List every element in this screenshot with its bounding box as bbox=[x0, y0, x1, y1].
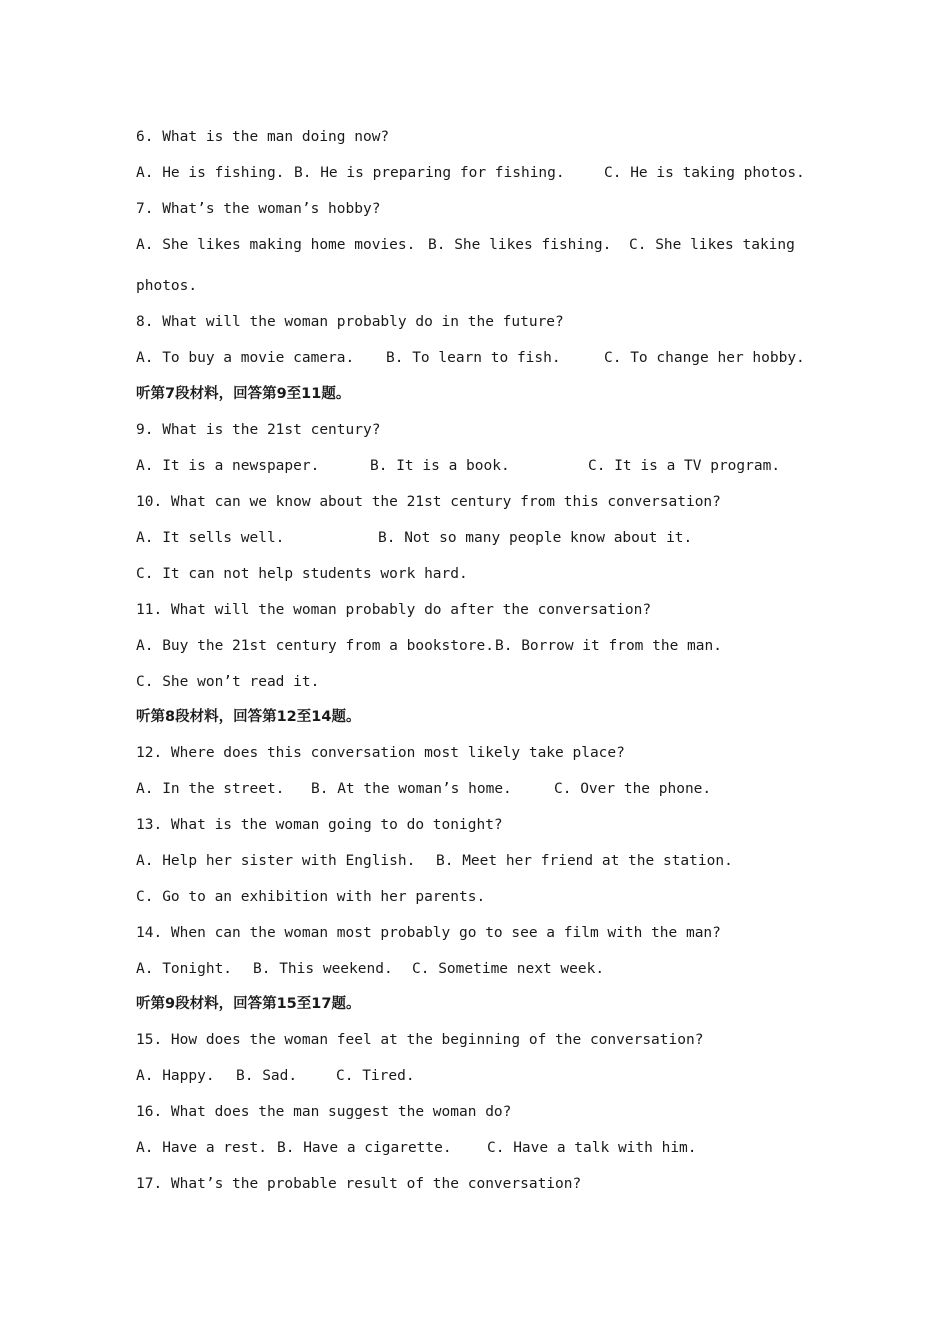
question-10: 10. What can we know about the 21st century from this conversation? bbox=[136, 494, 721, 510]
options-9 bbox=[136, 457, 816, 475]
option-10b: B. Not so many people know about it. bbox=[378, 530, 693, 546]
options-15 bbox=[136, 1067, 816, 1085]
option-7b: B. She likes fishing. bbox=[428, 237, 612, 253]
option-6b: B. He is preparing for fishing. bbox=[294, 165, 565, 181]
section-heading-9: 听第9段材料，回答第15至17题。 bbox=[136, 996, 361, 1012]
option-6a: A. He is fishing. bbox=[136, 165, 285, 181]
option-7c: C. She likes taking bbox=[629, 237, 795, 253]
options-7 bbox=[136, 236, 816, 254]
option-8a: A. To buy a movie camera. bbox=[136, 350, 355, 366]
option-10a: A. It sells well. bbox=[136, 530, 285, 546]
option-8b: B. To learn to fish. bbox=[386, 350, 561, 366]
question-8: 8. What will the woman probably do in the future? bbox=[136, 314, 564, 330]
options-14 bbox=[136, 960, 816, 978]
option-13c: C. Go to an exhibition with her parents. bbox=[136, 889, 486, 905]
option-14a: A. Tonight. bbox=[136, 961, 233, 977]
section-heading-8: 听第8段材料，回答第12至14题。 bbox=[136, 709, 361, 725]
question-7: 7. What’s the woman’s hobby? bbox=[136, 201, 381, 217]
option-11c: C. She won’t read it. bbox=[136, 674, 320, 690]
option-13a: A. Help her sister with English. bbox=[136, 853, 416, 869]
options-10 bbox=[136, 529, 816, 547]
question-13: 13. What is the woman going to do tonight? bbox=[136, 817, 503, 833]
option-14b: B. This weekend. bbox=[253, 961, 393, 977]
option-10c: C. It can not help students work hard. bbox=[136, 566, 468, 582]
question-16: 16. What does the man suggest the woman do? bbox=[136, 1104, 512, 1120]
options-16 bbox=[136, 1139, 816, 1157]
question-11: 11. What will the woman probably do after the conversation? bbox=[136, 602, 652, 618]
question-9: 9. What is the 21st century? bbox=[136, 422, 381, 438]
question-17: 17. What’s the probable result of the conversation? bbox=[136, 1176, 582, 1192]
option-13b: B. Meet her friend at the station. bbox=[436, 853, 733, 869]
option-11a: A. Buy the 21st century from a bookstore. bbox=[136, 638, 494, 654]
option-8c: C. To change her hobby. bbox=[604, 350, 805, 366]
option-6c: C. He is taking photos. bbox=[604, 165, 805, 181]
options-11 bbox=[136, 637, 816, 655]
option-9a: A. It is a newspaper. bbox=[136, 458, 320, 474]
option-7a: A. She likes making home movies. bbox=[136, 237, 416, 253]
option-11b: B. Borrow it from the man. bbox=[495, 638, 722, 654]
options-12 bbox=[136, 780, 816, 798]
option-16c: C. Have a talk with him. bbox=[487, 1140, 697, 1156]
option-9c: C. It is a TV program. bbox=[588, 458, 781, 474]
option-12b: B. At the woman’s home. bbox=[311, 781, 512, 797]
option-7c-continued: photos. bbox=[136, 278, 198, 294]
options-13 bbox=[136, 852, 816, 870]
option-9b: B. It is a book. bbox=[370, 458, 510, 474]
question-6: 6. What is the man doing now? bbox=[136, 129, 390, 145]
section-heading-7: 听第7段材料，回答第9至11题。 bbox=[136, 386, 351, 402]
options-6 bbox=[136, 164, 816, 182]
question-14: 14. When can the woman most probably go to see a film with the man? bbox=[136, 925, 721, 941]
option-14c: C. Sometime next week. bbox=[412, 961, 605, 977]
option-12c: C. Over the phone. bbox=[554, 781, 712, 797]
options-8 bbox=[136, 349, 816, 367]
option-12a: A. In the street. bbox=[136, 781, 285, 797]
option-15a: A. Happy. bbox=[136, 1068, 215, 1084]
option-16b: B. Have a cigarette. bbox=[277, 1140, 452, 1156]
option-16a: A. Have a rest. bbox=[136, 1140, 267, 1156]
option-15c: C. Tired. bbox=[336, 1068, 415, 1084]
question-12: 12. Where does this conversation most likely take place? bbox=[136, 745, 625, 761]
option-15b: B. Sad. bbox=[236, 1068, 298, 1084]
question-15: 15. How does the woman feel at the beginning of the conversation? bbox=[136, 1032, 704, 1048]
